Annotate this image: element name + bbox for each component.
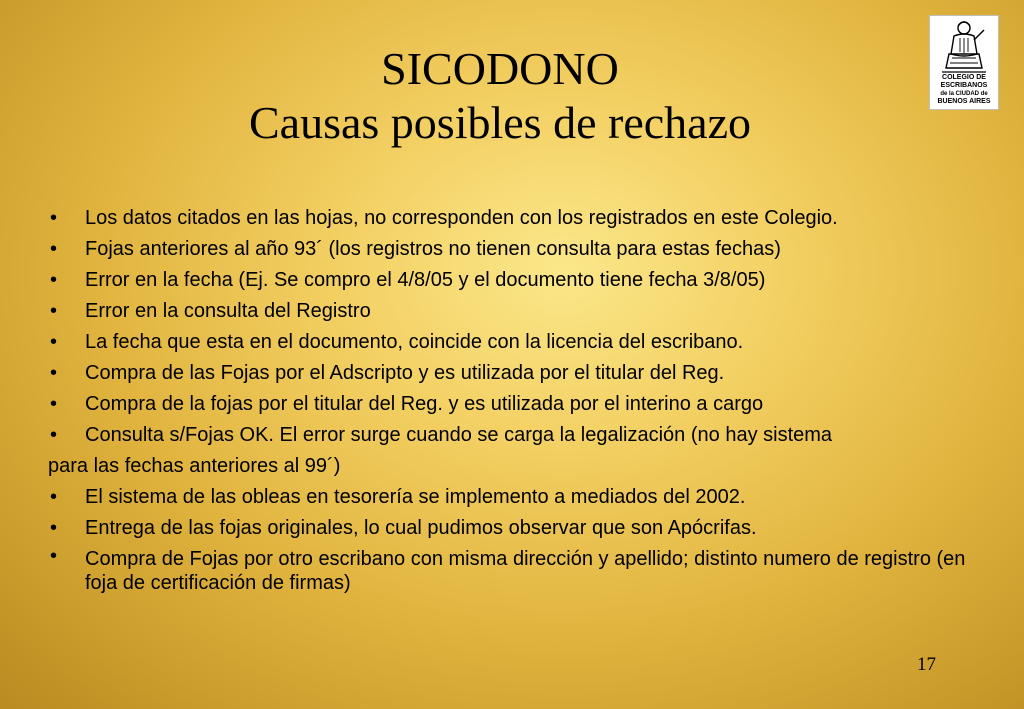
bullet-icon: • [50, 300, 58, 322]
logo-text-line-3: de la CIUDAD de [940, 91, 988, 97]
title-line-2: Causas posibles de rechazo [248, 97, 751, 148]
list-item-text: Compra de Fojas por otro escribano con misma dirección y apellido; distinto numero de registro (en foja de certificación de firmas) [85, 548, 966, 594]
bullet-icon: • [50, 238, 58, 260]
bullet-icon: • [50, 545, 58, 567]
list-item [48, 265, 998, 296]
list-item [48, 358, 998, 389]
list-item [48, 482, 998, 513]
list-item [48, 389, 998, 420]
logo-text-line-1: COLEGIO DE [942, 74, 986, 81]
bullet-icon: • [50, 269, 58, 291]
list-item [48, 420, 998, 451]
list-item-text: Compra de las Fojas por el Adscripto y es utilizada por el titular del Reg. [85, 362, 725, 384]
bullet-icon: • [50, 207, 58, 229]
list-item [48, 513, 998, 544]
list-item-text: El sistema de las obleas en tesorería se implemento a mediados del 2002. [85, 486, 746, 508]
list-item [48, 203, 998, 234]
list-item-text: para las fechas anteriores al 99´) [48, 455, 341, 477]
bullet-icon: • [50, 331, 58, 353]
colegio-logo [929, 15, 999, 110]
rejection-causes-list [48, 203, 998, 595]
list-item [48, 327, 998, 358]
list-item-text: Fojas anteriores al año 93´ (los registros no tienen consulta para estas fechas) [85, 238, 781, 260]
list-item-text: La fecha que esta en el documento, coincide con la licencia del escribano. [85, 331, 744, 353]
list-item-text: Entrega de las fojas originales, lo cual pudimos observar que son Apócrifas. [85, 517, 757, 539]
notary-figure-icon [930, 16, 998, 74]
list-item-text: Error en la consulta del Registro [85, 300, 371, 322]
list-item [48, 234, 998, 265]
title-line-1: SICODONO [381, 43, 619, 94]
slide-title [60, 42, 940, 150]
list-item-text: Compra de la fojas por el titular del Reg. y es utilizada por el interino a cargo [85, 393, 764, 415]
bullet-icon: • [50, 486, 58, 508]
list-item [48, 544, 998, 595]
list-item-text: Error en la fecha (Ej. Se compro el 4/8/05 y el documento tiene fecha 3/8/05) [85, 269, 766, 291]
bullet-icon: • [50, 393, 58, 415]
list-item-text: Los datos citados en las hojas, no corresponden con los registrados en este Colegio. [85, 207, 838, 229]
logo-text-line-2: ESCRIBANOS [940, 82, 988, 89]
bullet-icon: • [50, 362, 58, 384]
logo-text-line-4: BUENOS AIRES [937, 98, 991, 105]
list-item [48, 296, 998, 327]
list-item-text: Consulta s/Fojas OK. El error surge cuando se carga la legalización (no hay sistema [85, 424, 833, 446]
bullet-icon: • [50, 517, 58, 539]
page-number: 17 [917, 654, 936, 675]
bullet-icon: • [50, 424, 58, 446]
list-item-continuation [48, 451, 998, 482]
